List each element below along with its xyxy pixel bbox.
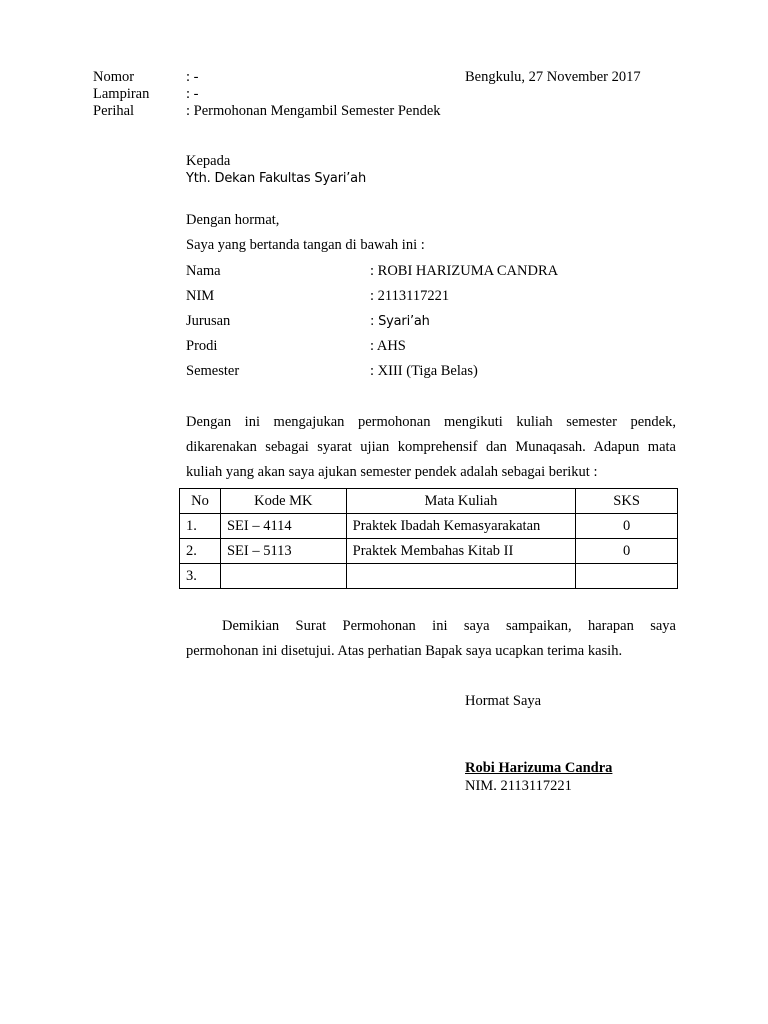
table-row [180,564,678,589]
header-no: No [180,489,221,514]
closing-line-2: permohonan ini disetujui. Atas perhatian Bapak saya ucapkan terima kasih. [186,643,623,659]
identity-semester-value: : XIII (Tiga Belas) [370,363,478,379]
cell-sks [576,564,678,589]
cell-sks: 0 [576,514,678,539]
lampiran-label: Lampiran [93,86,150,102]
cell-mata: Praktek Ibadah Kemasyarakatan [346,514,576,539]
course-table [179,488,678,589]
table-row [180,539,678,564]
signature-name: Robi Harizuma Candra [465,760,613,776]
cell-mata: Praktek Membahas Kitab II [346,539,576,564]
nomor-value: : - [186,69,199,85]
cell-kode [220,564,346,589]
identity-prodi-label: Prodi [186,338,218,354]
intro-line: Saya yang bertanda tangan di bawah ini : [186,237,425,253]
body-paragraph [186,410,676,485]
nomor-label: Nomor [93,69,135,85]
identity-prodi-value: : AHS [370,338,406,354]
cell-no: 1. [180,514,221,539]
identity-nama-value: : ROBI HARIZUMA CANDRA [370,263,559,279]
place-date: Bengkulu, 27 November 2017 [465,69,641,85]
cell-no: 2. [180,539,221,564]
header-sks: SKS [576,489,678,514]
signature-greeting: Hormat Saya [465,693,542,709]
body-line-2: dikarenakan sebagai syarat ujian komprehensif dan Munaqasah. Adapun mata [186,439,676,455]
lampiran-value: : - [186,86,199,102]
identity-semester-label: Semester [186,363,240,379]
identity-nama-label: Nama [186,263,221,279]
identity-nim-value: : 2113117221 [370,288,450,304]
salutation: Dengan hormat, [186,212,280,228]
header-mata: Mata Kuliah [346,489,576,514]
identity-jurusan-value: : Syari’ah [370,314,430,329]
signature-nim: NIM. 2113117221 [465,778,572,794]
perihal-value: : Permohonan Mengambil Semester Pendek [186,103,441,119]
cell-kode: SEI – 4114 [220,514,346,539]
cell-no: 3. [180,564,221,589]
cell-mata [346,564,576,589]
identity-jurusan-label: Jurusan [186,313,231,329]
table-row [180,514,678,539]
body-line-1: Dengan ini mengajukan permohonan mengikuti kuliah semester pendek, [186,414,676,430]
cell-sks: 0 [576,539,678,564]
body-line-3: kuliah yang akan saya ajukan semester pendek adalah sebagai berikut : [186,464,598,480]
perihal-label: Perihal [93,103,135,119]
identity-nim-label: NIM [186,288,215,304]
cell-kode: SEI – 5113 [220,539,346,564]
recipient-kepada: Kepada [186,153,231,169]
closing-line-1: Demikian Surat Permohonan ini saya sampaikan, harapan saya [222,618,676,634]
header-kode: Kode MK [220,489,346,514]
recipient-yth: Yth. Dekan Fakultas Syari’ah [186,171,366,186]
table-header-row [180,489,678,514]
